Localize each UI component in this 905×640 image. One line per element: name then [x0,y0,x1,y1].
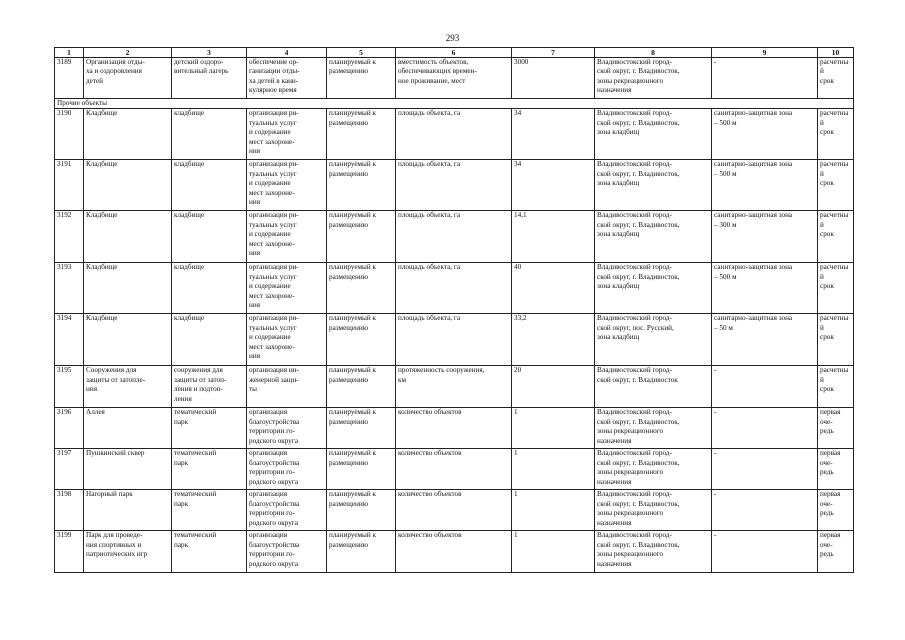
table-cell: 3198 [55,490,84,531]
table-cell: организация ри- туальных услуг и содержание мест захороне- ния [247,109,327,160]
table-cell: Сооружения для защиты от затопле- ния [84,366,172,408]
table-cell: планируемый к размещению [327,160,396,211]
table-cell: площадь объекта, га [396,314,512,366]
header-cell: 7 [512,48,595,58]
table-cell: организация благоустройства территории го- родского округа [247,490,327,531]
table-cell: тематический парк [172,449,247,490]
header-cell: 1 [55,48,84,58]
table-cell: организация ри- туальных услуг и содержание мест захороне- ния [247,211,327,263]
table-cell: 3193 [55,263,84,314]
table-cell: планируемый к размещению [327,531,396,573]
table-cell: 3190 [55,109,84,160]
table-row [55,531,854,573]
table-cell: 1 [512,531,595,573]
table-cell: организация благоустройства территории го- родского округа [247,449,327,490]
table-cell: - [712,366,818,408]
table-cell: расчетный срок [818,211,854,263]
table-cell: кладбище [172,109,247,160]
table-header-row [55,48,854,58]
table-cell: санитарно-защитная зона – 500 м [712,263,818,314]
table-cell: - [712,531,818,573]
table-cell: обеспечение ор- ганизации отды- ха детей в кани- кулярное время [247,58,327,99]
table-cell: - [712,490,818,531]
table-cell: планируемый к размещению [327,211,396,263]
table-cell: 14,1 [512,211,595,263]
table-cell: санитарно-защитная зона – 500 м [712,109,818,160]
table-row [55,314,854,366]
table-cell: 3195 [55,366,84,408]
table-cell: Владивостокский город- ской округ, г. Владивосток, зоны рекреационного назначения [595,531,712,573]
table-cell: планируемый к размещению [327,109,396,160]
table-cell: расчетный срок [818,314,854,366]
table-row [55,109,854,160]
header-cell: 3 [172,48,247,58]
table-cell: количество объектов [396,449,512,490]
table-row [55,366,854,408]
table-cell: 1 [512,408,595,449]
table-cell: организация ри- туальных услуг и содержание мест захороне- ния [247,314,327,366]
table-cell: расчетный срок [818,160,854,211]
table-cell: организация ри- туальных услуг и содержание мест захороне- ния [247,160,327,211]
header-cell: 9 [712,48,818,58]
table-cell: организация благоустройства территории го- родского округа [247,531,327,573]
table-cell: 3199 [55,531,84,573]
table-cell: первая оче- редь [818,449,854,490]
table-cell: Нагорный парк [84,490,172,531]
section-row [55,99,854,109]
table-cell: Владивостокский город- ской округ, г. Владивосток, зоны рекреационного назначения [595,408,712,449]
table-cell: расчетный срок [818,366,854,408]
table-cell: площадь объекта, га [396,109,512,160]
table-cell: Кладбище [84,109,172,160]
table-cell: 3189 [55,58,84,99]
table-cell: Владивостокский город- ской округ, г. Владивосток, зоны рекреационного назначения [595,58,712,99]
table-row [55,408,854,449]
table-row [55,449,854,490]
header-cell: 4 [247,48,327,58]
table-cell: планируемый к размещению [327,490,396,531]
table-cell: 34 [512,160,595,211]
table-cell: Владивостокский город- ской округ, г. Владивосток, зона кладбищ [595,263,712,314]
table-cell: 3196 [55,408,84,449]
table-cell: Парк для проведе- ния спортивных и патриотических игр [84,531,172,573]
table-cell: детский оздоро- вительный лагерь [172,58,247,99]
header-cell: 6 [396,48,512,58]
table-cell: 34 [512,109,595,160]
table-cell: планируемый к размещению [327,58,396,99]
table-row [55,263,854,314]
table-cell: 3197 [55,449,84,490]
table-cell: 20 [512,366,595,408]
table-row [55,58,854,99]
table-cell: санитарно-защитная зона – 500 м [712,160,818,211]
table-cell: первая оче- редь [818,490,854,531]
registry-table [54,47,854,573]
page-number: 293 [445,33,460,43]
table-cell: количество объектов [396,490,512,531]
table-cell: расчетный срок [818,263,854,314]
table-cell: тематический парк [172,531,247,573]
table-cell: 3191 [55,160,84,211]
table-cell: сооружения для защиты от затоп- ления и подтоп- ления [172,366,247,408]
table-cell: организация благоустройства территории го- родского округа [247,408,327,449]
table-body [55,58,854,573]
table-cell: количество объектов [396,408,512,449]
table-cell: организация ин- женерной защи- ты [247,366,327,408]
table-cell: площадь объекта, га [396,263,512,314]
table-cell: - [712,58,818,99]
table-cell: планируемый к размещению [327,314,396,366]
table-cell: планируемый к размещению [327,408,396,449]
table-cell: кладбище [172,211,247,263]
table-cell: первая оче- редь [818,531,854,573]
table-cell: кладбище [172,314,247,366]
table-cell: расчетный срок [818,109,854,160]
table-cell: тематический парк [172,408,247,449]
table-row [55,490,854,531]
table-cell: Владивостокский город- ской округ, г. Владивосток [595,366,712,408]
table-cell: Кладбище [84,160,172,211]
table-cell: Кладбище [84,314,172,366]
table-cell: Владивостокский город- ской округ, г. Владивосток, зона кладбищ [595,211,712,263]
table-cell: Кладбище [84,263,172,314]
table-cell: планируемый к размещению [327,449,396,490]
table-row [55,160,854,211]
table-cell: площадь объекта, га [396,211,512,263]
header-cell: 2 [84,48,172,58]
table-cell: протяженность сооружения, км [396,366,512,408]
table-cell: расчетный срок [818,58,854,99]
table-cell: 3192 [55,211,84,263]
table-row [55,211,854,263]
table-cell: санитарно-защитная зона – 50 м [712,314,818,366]
table-cell: 3194 [55,314,84,366]
table-cell: Владивостокский город- ской округ, г. Владивосток, зоны рекреационного назначения [595,490,712,531]
table-cell: Владивостокский город- ской округ, г. Владивосток, зоны рекреационного назначения [595,449,712,490]
table-cell: санитарно-защитная зона – 300 м [712,211,818,263]
table-cell: 33,2 [512,314,595,366]
table-cell: планируемый к размещению [327,263,396,314]
table-cell: - [712,408,818,449]
table-cell: кладбище [172,263,247,314]
table-cell: Кладбище [84,211,172,263]
table-cell: Аллея [84,408,172,449]
table-cell: вместимость объектов, обеспечивающих времен- ное проживание, мест [396,58,512,99]
table-cell: - [712,449,818,490]
header-cell: 10 [818,48,854,58]
table-cell: Организация отды- ха и оздоровления детей [84,58,172,99]
table-cell: количество объектов [396,531,512,573]
table-cell: площадь объекта, га [396,160,512,211]
table-cell: организация ри- туальных услуг и содержание мест захороне- ния [247,263,327,314]
table-cell: 3000 [512,58,595,99]
table-cell: 1 [512,490,595,531]
header-cell: 8 [595,48,712,58]
table-cell: 40 [512,263,595,314]
table-cell: планируемый к размещению [327,366,396,408]
table-cell: Владивостокский город- ской округ, пос. Русский, зона кладбищ [595,314,712,366]
table-cell: тематический парк [172,490,247,531]
table-cell: 1 [512,449,595,490]
table-cell: Пушкинский сквер [84,449,172,490]
header-cell: 5 [327,48,396,58]
table-cell: Владивостокский город- ской округ, г. Владивосток, зона кладбищ [595,160,712,211]
table-cell: первая оче- редь [818,408,854,449]
table-cell: Владивостокский город- ской округ, г. Владивосток, зона кладбищ [595,109,712,160]
table-cell: кладбище [172,160,247,211]
section-label: Прочие объекты [55,99,854,109]
